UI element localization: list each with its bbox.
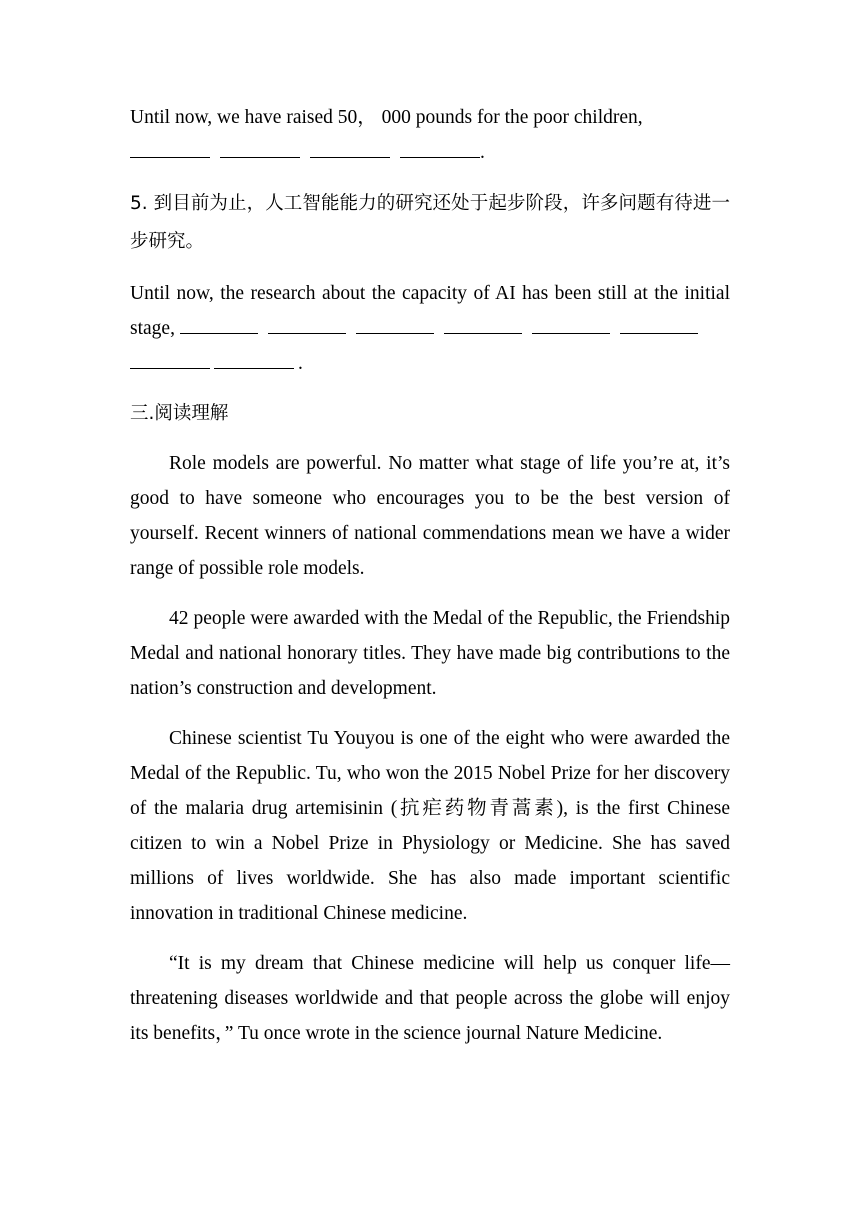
- answer-blank[interactable]: [444, 332, 522, 334]
- answer-blank[interactable]: [268, 332, 346, 334]
- answer-blank[interactable]: [130, 367, 210, 369]
- item4-english: [130, 100, 730, 170]
- answer-blank[interactable]: [532, 332, 610, 334]
- item4-end-punct: .: [480, 142, 485, 163]
- item5-end-punct: .: [298, 353, 303, 374]
- answer-blank[interactable]: [220, 156, 300, 158]
- passage-paragraph: “It is my dream that Chinese medicine will help us conquer life—threatening diseases worldwide and that people across the globe will enjoy its benefits，” Tu once wrote in the science journal Nature Medicine.: [130, 953, 730, 1044]
- item5-english: [130, 276, 730, 381]
- item5-english-text: Until now, the research about the capacity of AI has been still at the initial stage,: [130, 283, 730, 339]
- answer-blank[interactable]: [180, 332, 258, 334]
- passage-paragraph: 42 people were awarded with the Medal of the Republic, the Friendship Medal and national honorary titles. They have made big contributions to the nation’s construction and development.: [130, 608, 730, 699]
- answer-blank[interactable]: [130, 156, 210, 158]
- answer-blank[interactable]: [310, 156, 390, 158]
- document-page: [130, 100, 730, 1066]
- item5-chinese: 5. 到目前为止，人工智能能力的研究还处于起步阶段，许多问题有待进一步研究。: [130, 193, 730, 252]
- passage-paragraph: Role models are powerful. No matter what stage of life you’re at, it’s good to have someone who encourages you to be the best version of yourself. Recent winners of national commendations mean we have a wider range of possible role models.: [130, 453, 730, 579]
- item4-english-text: Until now, we have raised 50， 000 pounds for the poor children,: [130, 107, 643, 128]
- passage-paragraph: Chinese scientist Tu Youyou is one of the eight who were awarded the Medal of the Republic. Tu, who won the 2015 Nobel Prize for her discovery of the malaria drug artemisinin (抗疟药物青蒿素), is the first Chinese citizen to win a Nobel Prize in Physiology or Medicine. She has saved millions of lives worldwide. She has also made important scientific innovation in traditional Chinese medicine.: [130, 728, 730, 924]
- section-heading: 三.阅读理解: [130, 403, 229, 424]
- answer-blank[interactable]: [356, 332, 434, 334]
- answer-blank[interactable]: [400, 156, 480, 158]
- answer-blank[interactable]: [214, 367, 294, 369]
- answer-blank[interactable]: [620, 332, 698, 334]
